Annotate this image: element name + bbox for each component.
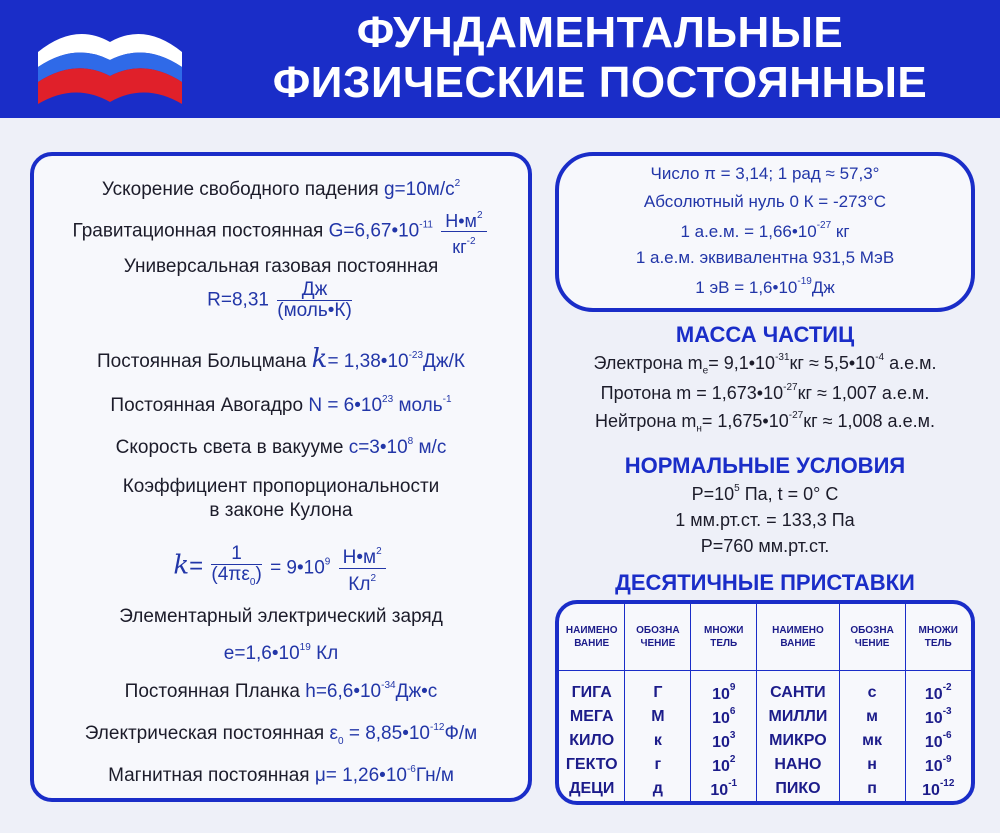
amu-row: 1 а.е.м. = $1,66•10^{-27}$ кг xyxy=(680,220,850,241)
pi-row: Число π = 3,14; 1 рад ≈ 57,3° xyxy=(650,164,880,183)
electric-constant-row: Электрическая постоянная $\varepsilon_0$ = $8,85•10^{-12}Ф/м$ xyxy=(84,722,478,747)
prefixes-title: ДЕСЯТИЧНЫЕ ПРИСТАВКИ xyxy=(615,570,915,595)
proton-mass-row: Протона $m = 1,673•10^{-27}кг \approx 1,007$ а.е.м. xyxy=(600,382,930,403)
gravity-acceleration-row: Ускорение свободного падения $g=10м/с^2$ xyxy=(101,178,461,200)
elementary-charge-value: $e=1,6•10^{19}$ Кл xyxy=(223,642,339,664)
mass-title: МАССА ЧАСТИЦ xyxy=(675,322,855,347)
table-row: ГИГА Г $10^9$ САНТИ с $10^{-2}$ xyxy=(559,681,971,705)
speed-of-light-row: Скорость света в вакууме $c=3•10^8$ м/с xyxy=(115,436,447,458)
constants-panel xyxy=(30,152,532,802)
avogadro-row: Постоянная Авогадро $N = 6•10^{23}$ моль$^{-1}$ xyxy=(110,394,452,416)
header-name-1: НАИМЕНО ВАНИЕ xyxy=(559,604,625,671)
table-row: ДЕЦИ д $10^{-1}$ ПИКО п $10^{-12}$ xyxy=(559,777,971,801)
header-banner xyxy=(0,0,1000,118)
magnetic-constant-row: Магнитная постоянная $\mu= 1,26•10^{-6}Гн/м$ xyxy=(108,764,454,786)
coulomb-label-2: в законе Кулона xyxy=(209,500,353,521)
planck-row: Постоянная Планка $h=6,6•10^{-34}Дж•с$ xyxy=(124,680,438,702)
absolute-zero-row: Абсолютный нуль 0 К = -273°С xyxy=(643,192,887,211)
header-symbol-1: ОБОЗНА ЧЕНИЕ xyxy=(625,604,691,671)
header-name-2: НАИМЕНО ВАНИЕ xyxy=(757,604,839,671)
header-multiplier-1: МНОЖИ ТЕЛЬ xyxy=(691,604,757,671)
p760-row: P=760 мм.рт.ст. xyxy=(700,536,830,556)
electron-volt-row: 1 эВ = $1,6•10^{-19}Дж$ xyxy=(695,276,835,297)
table-row: ГЕКТО г $10^2$ НАНО н $10^{-9}$ xyxy=(559,753,971,777)
page-title: ФУНДАМЕНТАЛЬНЫЕ ФИЗИЧЕСКИЕ ПОСТОЯННЫЕ xyxy=(272,8,928,107)
header-symbol-2: ОБОЗНА ЧЕНИЕ xyxy=(839,604,905,671)
boltzmann-row: Постоянная Больцмана $k= 1,38•10^{-23}Дж/К$ xyxy=(97,344,465,374)
table-row: КИЛО к $10^3$ МИКРО мк $10^{-6}$ xyxy=(559,729,971,753)
russian-flag-book-icon xyxy=(30,12,190,112)
gravitational-constant-row: Гравитационная постоянная $G=6,67•10^{-11}$ $\frac{Н•м^2}{кг^{-2}}$ xyxy=(34,206,528,257)
header-multiplier-2: МНОЖИ ТЕЛЬ xyxy=(905,604,971,671)
electron-mass-row: Электрона $m_e=$ $9,1•10^{-31}кг$ ≈ $5,5•10^{-4}$ а.е.м. xyxy=(593,352,937,377)
normal-pressure-row: $P=10^5$ Па, t = 0° C xyxy=(691,483,839,504)
mmhg-row: 1 мм.рт.ст. = 133,3 Па xyxy=(675,510,855,530)
table-row: МЕГА М $10^6$ МИЛЛИ м $10^{-3}$ xyxy=(559,705,971,729)
normal-conditions-title: НОРМАЛЬНЫЕ УСЛОВИЯ xyxy=(624,453,906,478)
table-header-row xyxy=(559,604,971,671)
coulomb-label-1: Коэффициент пропорциональности xyxy=(122,476,440,497)
prefixes-table xyxy=(555,600,975,805)
neutron-mass-row: Нейтрона $m_н=$ $1,675•10^{-27}кг \approx 1,008$ а.е.м. xyxy=(595,410,935,435)
gas-constant-value: R=8,31 $\frac{Дж}{\text{(моль•К)}}$ xyxy=(207,279,352,321)
coulomb-formula: k= $\frac{1}{(4\pi\varepsilon_0)}$ = $9•10^9$ $\frac{Н•м^2}{Кл^2}$ xyxy=(34,542,528,595)
gas-constant-label: Универсальная газовая постоянная xyxy=(123,256,439,277)
amu-energy-row: 1 а.е.м. эквивалентна 931,5 МэВ xyxy=(635,248,895,267)
elementary-charge-label: Элементарный электрический заряд xyxy=(119,606,443,627)
misc-constants-panel xyxy=(555,152,975,312)
